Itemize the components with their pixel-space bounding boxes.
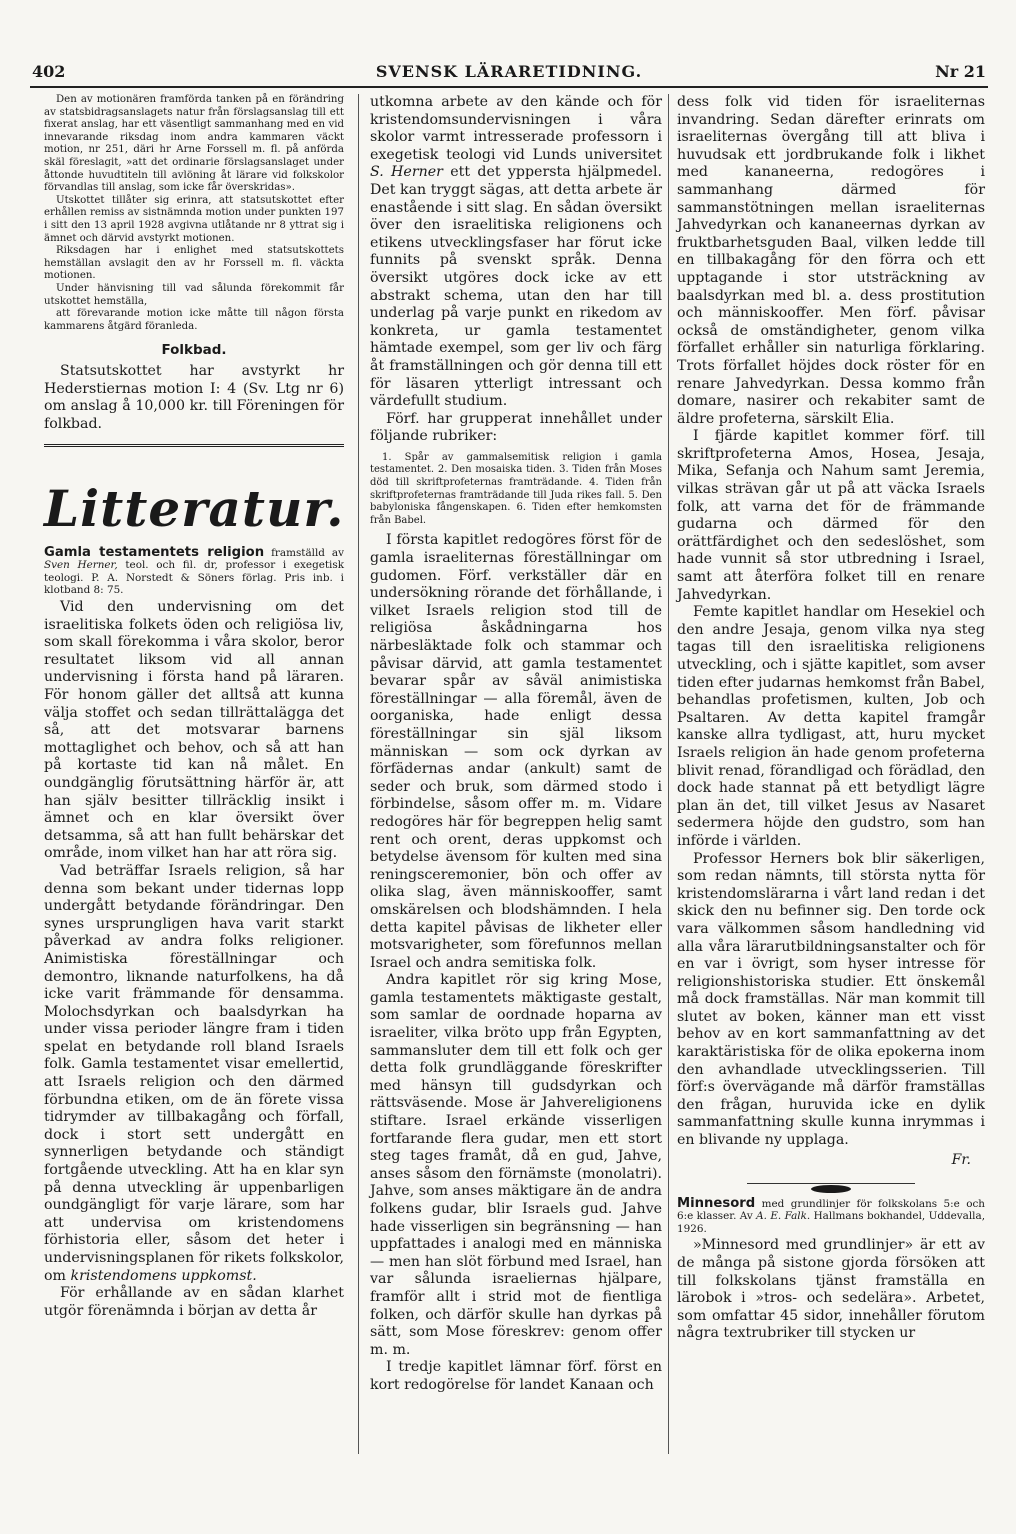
column-rule [668, 94, 669, 1454]
minnesord-heading [677, 1195, 985, 1236]
page-number: 402 [32, 62, 66, 81]
minnesord-meta: Hallmans bokhandel, Uddevalla, 1926. [677, 1210, 985, 1235]
folkbad-text: Statsutskottet har avstyrkt hr Hederstiernas motion I: 4 (Sv. Ltg nr 6) om anslag å 10,000 kr. till Föreningen för folkbad. [44, 363, 344, 433]
minnesord-paragraph: »Minnesord med grundlinjer» är ett av de många på sistone gjorda försöken att till folkskolans tjänst framställa en lärobok i »tros- och sedelära». Arbetet, som omfattar 45 sidor, innehåller förutom några textrubriker till stycken ur [677, 1237, 985, 1342]
review-paragraph: I tredje kapitlet lämnar förf. först en kort redogörelse för landet Kanaan och [370, 1359, 662, 1393]
review-paragraph-text: ett det yppersta hjälpmedel. Det kan tryggt sägas, att detta arbete är enastående i sitt slag. En sådan översikt över den israelitiska religionens och etikens utvecklingsfaser har förut icke funnits på svenskt språk. Denna översikt utgöres dock icke av ett abstrakt schema, utan den har till underlag på varje punkt en rikedom av konkreta, ur gamla testamentet hämtade exempel, som ger liv och färg åt framställningen och gör denna till ett för läsaren ytterligt intressant och värdefullt studium. [370, 164, 662, 410]
journal-title: SVENSK LÄRARETIDNING. [375, 62, 643, 81]
review-paragraph: Förf. har grupperat innehållet under följande rubriker: [370, 410, 662, 445]
committee-paragraph: Under hänvisning till vad sålunda förekommit får utskottet hemställa, [44, 282, 344, 307]
committee-paragraph: Utskottet tillåter sig erinra, att statsutskottet efter erhållen remiss av sistnämnda motion under punkten 197 i sitt den 13 april 1928 avgivna utlåtande nr 8 yttrat sig i ämnet och därvid avstyrkt motionen. [44, 194, 344, 244]
chapter-list: 1. Spår av gammalsemitisk religion i gamla testamentet. 2. Den mosaiska tiden. 3. Tiden från Moses död till skriftprofeternas framträdande. 4. Tiden från skriftprofeternas framträdande till Juda rikes fall. 5. Den babyloniska fångenskapen. 6. Tiden efter hemkomsten från Babel. [370, 451, 662, 526]
review-paragraph: För erhållande av en sådan klarhet utgör förenämnda i början av detta år [44, 1285, 344, 1319]
review-emphasis: kristendomens uppkomst. [70, 1267, 257, 1284]
column-rule [358, 94, 359, 1454]
committee-paragraph: Den av motionären framförda tanken på en förändring av statsbidragsanslagets natur från förslagsanslag till ett fixerat anslag, har ett väsentligt sammanhang med en vid innevarande riksdag inom andra kammaren väckt motion, nr 251, däri hr Arne Forssell m. fl. på anförda skäl föreslagit, »att det ordinarie förslagsanslaget under åttonde huvudtiteln till avlöning åt lärare vid folkskolor förvandlas till anslag, som icke får överskridas». [44, 94, 344, 194]
review-paragraph: I första kapitlet redogöres först för de gamla israeliternas föreställningar om gudomen. Förf. verkställer där en undersökning rörande det förhållande, i vilket Israels religion stod till de religiösa åskådningarna hos närbesläktade folk och stammar och påvisar därvid, att gamla testamentet bevarar spår av såväl animistiska föreställningar — alla föremål, även de oorganiska, hade enligt dessa föreställningar sin själ liksom människan — som ock dyrkan av förfädernas andar (ankult) samt de seder och bruk, som därmed stodo i förbindelse, såsom offer m. m. Vidare redogöres här för begreppen helig samt rent och orent, deras uppkomst och betydelse ävensom för kulten med sina reningsceremonier, bön och offer av olika slag, även människooffer, samt omskärelsen och blodshämnden. I hela detta kapitel påvisas de likheter eller motsvarigheter, som förefunnos mellan Israel och andra semitiska folk. [370, 532, 662, 971]
review-paragraph: Femte kapitlet handlar om Hesekiel och den andre Jesaja, genom vilka nya steg tagas till den israelitiska religionens utveckling, och i sjätte kapitlet, som avser tiden efter judarnas hemkomst från Babel, behandlas profetismen, kulten, Job och Psaltaren. Av detta kapitel framgår kanske allra tydligast, att, huru mycket Israels religion än hade genom profeterna blivit renad, förandligad och förädlad, den dock hade stannat på ett betydligt lägre plan än det, till vilket Jesus av Nasaret sedermera höjde den gudstro, som han införde i världen. [677, 604, 985, 849]
review-paragraph: Professor Herners bok blir säkerligen, som redan nämnts, till största nytta för kristendomslärarna i vårt land redan i det skick den nu befinner sig. Den torde ock vara välkommen såsom handledning vid alla våra lärarutbildningsanstalter och för en var i övrigt, som hyser intresse för religionshistoriska studier. Ett önskemål må dock framställas. När man kommit till slutet av boken, känner man ett visst behov av en kort sammanfattning av det karaktäristiska för de olika epokerna inom den avhandlade utvecklingsserien. Till förf:s övervägande må därför framställas den frågan, huruvida icke en dylik sammanfattning skulle kunna inrymmas i en blivande ny upplaga. [677, 850, 985, 1149]
committee-paragraph: att förevarande motion icke måtte till någon första kammarens åtgärd föranleda. [44, 308, 344, 332]
review-paragraph-text: Vad beträffar Israels religion, så har denna som bekant under tidernas lopp undergått betydande förändringar. Den synes ursprungligen hava varit starkt påverkad av andra folks religioner. Animistiska föreställningar och demontro, liknande naturfolkens, ha då icke varit främmande för densamma. Molochsdyrkan och baalsdyrkan ha under vissa perioder längre fram i tiden spelat en betydande roll bland Israels folk. Gamla testamentet visar emellertid, att Israels religion och den därmed förbundna etiken, om de än förete vissa tidrymder av tillbakagång och förfall, dock i stort sett undergått en synnerligen betydande och ständigt fortgående utveckling. Att ha en klar syn på denna utveckling är uppenbarligen oundgängligt för varje lärare, som har att undervisa om kristendomens förhistoria eller, såsom det heter i undervisningsplanen för rikets folkskolor, om [44, 862, 344, 1284]
ornament-icon [811, 1185, 851, 1193]
review-title: Gamla testamentets religion [44, 544, 265, 560]
review-paragraph-text: utkomna arbete av den kände och för kristendomsundervisningen i våra skolor varmt intresserade professorn i exegetisk teologi vid Lunds universitet [370, 94, 662, 163]
review-paragraph [44, 863, 344, 1285]
review-paragraph [370, 94, 662, 411]
review-meta: teol. och fil. dr, professor i exegetisk teologi. P. A. Norstedt & Söners förlag. Pris inb. i klotband 8: 75. [44, 559, 344, 597]
section-divider [44, 444, 344, 447]
review-author: Sven Herner, [44, 559, 118, 572]
review-paragraph: Andra kapitlet rör sig kring Mose, gamla testamentets mäktigaste gestalt, som samlar de oordnade hoparna av israeliter, vilka bröto upp från Egypten, sammansluter dem till ett folk och ger detta folk grundläggande föreskrifter med hänsyn till gudsdyrkan och rättsväsende. Mose är Jahvereligionens stiftare. Israel erkände visserligen fortfarande flera gudar, men ett stort steg tages framåt, då en gud, Jahve, anses såsom den förnämste (monolatri). Jahve, som anses mäktigare än de andra folkens gudar, blir Israels gud. Jahve hade visserligen sin begränsning — han uppfattades i analogi med en människa — men han slöt förbund med Israel, han var sålunda israeliernas hjälpare, framför allt i strid mot de fientliga folken, och därför skulle han dyrkas på sätt, som Mose föreskrev: genom offer m. m. [370, 972, 662, 1358]
page-header [30, 60, 988, 88]
minnesord-title: Minnesord [677, 1195, 756, 1211]
column-left [44, 94, 344, 1320]
litteratur-heading: Litteratur. [44, 478, 345, 538]
ornament-divider [677, 1178, 985, 1188]
review-meta: framställd av [271, 546, 344, 559]
review-paragraph: Vid den undervisning om det israelitiska folkets öden och religiösa liv, som skall förekomma i våra skolor, beror resultatet liksom vid all annan undervisning i första hand på läraren. För honom gäller det alltså att kunna välja stoffet och sedan tillrättalägga det så, att det motsvarar barnens mottaglighet och behov, och så att han på kortaste tid kan nå målet. En oundgänglig förutsättning härför är, att han själv besitter tillräcklig insikt i ämnet och en klar översikt över detsamma, så att han fullt behärskar det område, inom vilket han har att röra sig. [44, 599, 344, 862]
review-paragraph: I fjärde kapitlet kommer förf. till skriftprofeterna Amos, Hosea, Jesaja, Mika, Sefanja och Nahum samt Jeremia, vilkas strävan går ut på att väcka Israels folk, att varna det för de främmande gudarna och därmed för den orättfärdighet och den sedeslöshet, som hade vunnit så stor utbredning i Israel, samt att återföra folket till en renare Jahvedyrkan. [677, 428, 985, 603]
review-paragraph: dess folk vid tiden för israeliternas invandring. Sedan därefter erinrats om israeliternas övergång till att bliva i huvudsak ett jordbrukande folk i likhet med kananeerna, redogöres i sammanhang därmed för sammanstötningen mellan israeliternas Jahvedyrkan och kananeernas dyrkan av fruktbarhetsguden Baal, vilken ledde till en tillbakagång för den förra och ett upptagande i stor utsträckning av baalsdyrkan med bl. a. dess prostitution och människooffer. Men förf. påvisar också de omständigheter, genom vilka förfallet erhåller sin naturliga förklaring. Trots förfallet höjdes dock röster för en renare Jahvedyrkan. Dessa kommo från domare, nasirer och rekabiter samt de äldre profeterna, särskilt Elia. [677, 94, 985, 427]
minnesord-author: A. E. Falk. [756, 1210, 811, 1223]
issue-number: Nr 21 [935, 62, 986, 81]
review-signature: Fr. [951, 1151, 971, 1168]
minnesord-meta: med grundlinjer för folkskolans 5:e och 6:e klasser. Av [677, 1197, 985, 1223]
folkbad-heading: Folkbad. [161, 342, 227, 359]
review-heading [44, 544, 344, 597]
column-middle [370, 94, 662, 1395]
committee-paragraph: Riksdagen har i enlighet med statsutskottets hemställan avslagit den av hr Forssell m. fl. väckta motionen. [44, 245, 344, 282]
column-right [677, 94, 985, 1343]
review-author-ref: S. Herner [370, 164, 443, 181]
